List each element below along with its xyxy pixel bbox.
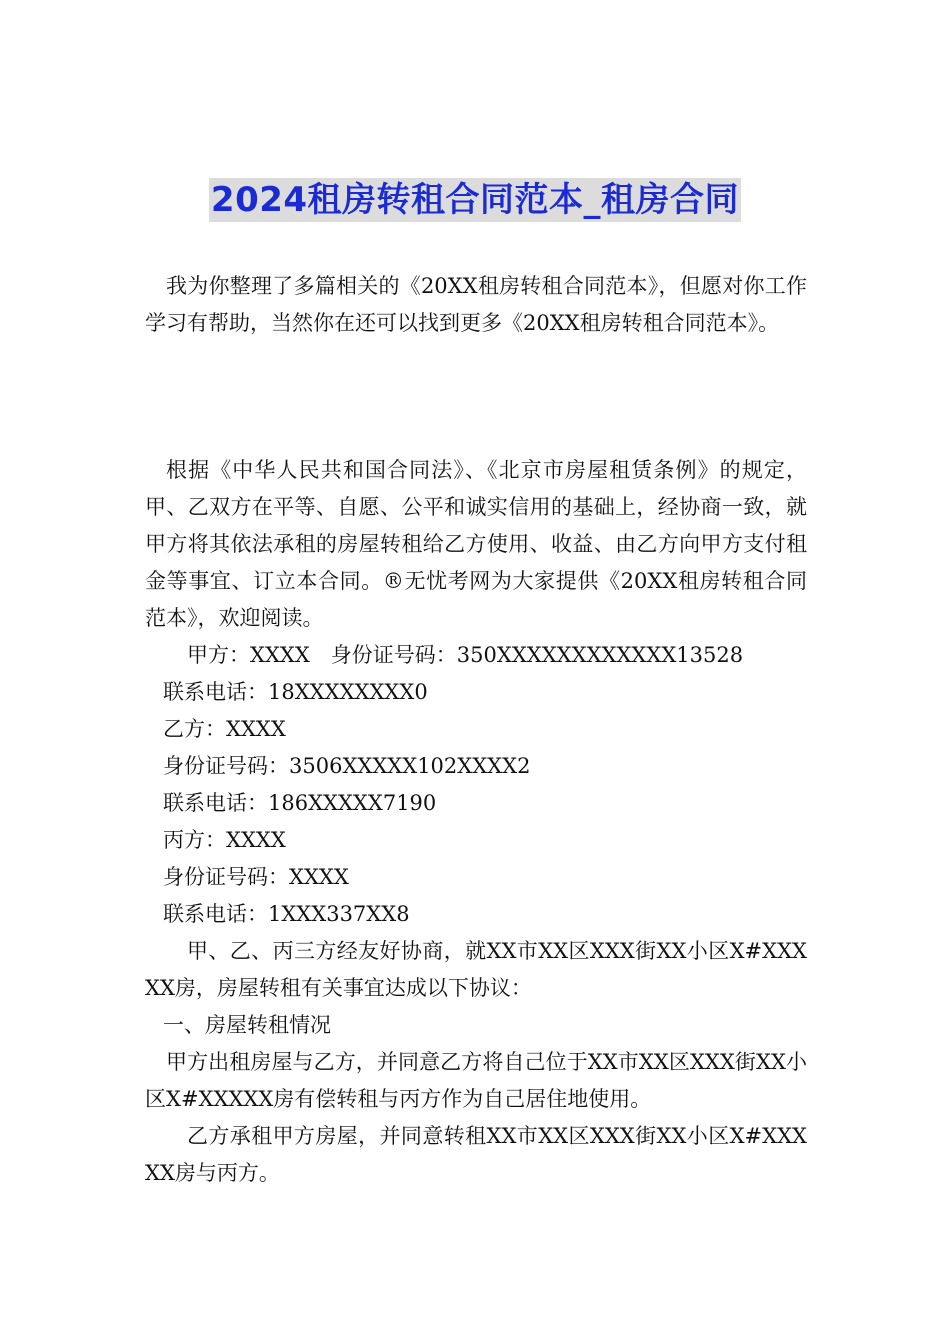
party-c-phone: 联系电话：1XXX337XX8 [163, 902, 410, 926]
preamble-paragraph: 根据《中华人民共和国合同法》、《北京市房屋租赁条例》的规定，甲、乙双方在平等、自愿、公平和诚实信用的基础上，经协商一致，就甲方将其依法承租的房屋转租给乙方使用、收益、由乙方向甲方支付租金等事宜、订立本合同。®无忧考网为大家提供《20XX租房转租合同范本》，欢迎阅读。 [145, 458, 807, 630]
section-1-paragraph-2: 乙方承租甲方房屋，并同意转租XX市XX区XXX街XX小区X#XXXXX房与丙方。 [145, 1124, 807, 1185]
section-1-paragraph-1: 甲方出租房屋与乙方，并同意乙方将自己位于XX市XX区XXX街XX小区X#XXXXX房有偿转租与丙方作为自己居住地使用。 [145, 1050, 807, 1111]
party-b-id: 身份证号码：3506XXXXX102XXXX2 [163, 754, 531, 778]
party-a-line: 甲方：XXXX 身份证号码：350XXXXXXXXXXXX13528 [187, 643, 744, 667]
intro-paragraph: 我为你整理了多篇相关的《20XX租房转租合同范本》，但愿对你工作学习有帮助，当然你在还可以找到更多《20XX租房转租合同范本》。 [145, 274, 807, 335]
contract-body [145, 452, 807, 1192]
party-c-id: 身份证号码：XXXX [163, 865, 349, 889]
agreement-paragraph: 甲、乙、丙三方经友好协商，就XX市XX区XXX街XX小区X#XXXXX房，房屋转租有关事宜达成以下协议： [145, 939, 807, 1000]
document-title: 2024租房转租合同范本_租房合同 [210, 180, 740, 220]
party-a-phone: 联系电话：18XXXXXXXX0 [163, 680, 428, 704]
party-c-name: 丙方：XXXX [163, 828, 286, 852]
title-container [0, 178, 950, 222]
intro-block [145, 268, 807, 342]
party-b-name: 乙方：XXXX [163, 717, 286, 741]
section-1-heading: 一、房屋转租情况 [163, 1013, 331, 1037]
party-b-phone: 联系电话：186XXXXX7190 [163, 791, 437, 815]
